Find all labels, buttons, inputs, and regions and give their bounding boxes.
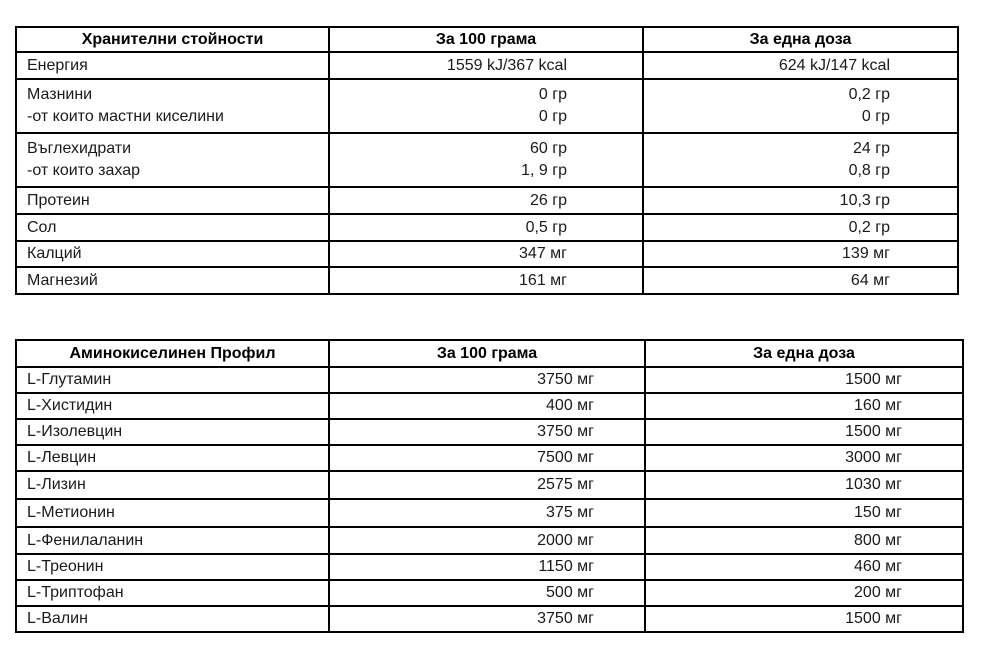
per-dose-value: 0,8 гр (848, 162, 890, 179)
per-dose-value: 0,2 гр (848, 86, 890, 103)
column-header: Хранителни стойности (16, 27, 329, 52)
nutrient-name-cell (16, 214, 329, 241)
per-100g-value: 60 гр (530, 140, 567, 157)
nutrient-name-cell (16, 471, 329, 499)
nutrient-name: Енергия (27, 56, 88, 74)
per-dose-value-cell (643, 79, 958, 133)
table-row (16, 580, 963, 606)
per-100g-value-cell (329, 393, 645, 419)
nutrient-name: -от които захар (27, 162, 141, 179)
per-100g-value-cell (329, 471, 645, 499)
per-100g-value: 2575 мг (537, 476, 594, 493)
per-100g-value-cell (329, 133, 643, 187)
per-dose-value: 1500 мг (845, 371, 902, 388)
per-dose-value-cell (645, 471, 963, 499)
column-header: За една доза (643, 27, 958, 52)
nutrient-name-cell (16, 52, 329, 79)
per-100g-value: 0 гр (538, 108, 567, 125)
per-dose-value: 150 мг (854, 504, 902, 521)
nutrient-name: L-Валин (27, 610, 88, 627)
per-dose-value: 1030 мг (845, 476, 902, 493)
per-dose-value-cell (645, 554, 963, 580)
per-100g-value: 1, 9 гр (521, 162, 567, 179)
per-100g-value: 500 мг (546, 584, 594, 601)
per-dose-value: 200 мг (854, 584, 902, 601)
table-row (16, 79, 958, 133)
nutrient-name: Магнезий (27, 271, 98, 289)
nutrient-name-cell (16, 187, 329, 214)
nutrient-name: L-Хистидин (27, 397, 113, 414)
per-dose-value: 0 гр (861, 108, 890, 125)
nutrient-name-cell (16, 606, 329, 632)
per-dose-value: 460 мг (854, 558, 902, 575)
table-row (16, 393, 963, 419)
nutrient-name: L-Триптофан (27, 584, 124, 601)
table-row (16, 52, 958, 79)
per-dose-value-cell (643, 187, 958, 214)
per-dose-value-cell (645, 580, 963, 606)
nutrient-name: L-Левцин (27, 449, 97, 466)
per-100g-value-cell (329, 527, 645, 554)
per-dose-value: 64 мг (850, 271, 890, 289)
per-dose-value-cell (645, 367, 963, 393)
nutrient-name-cell (16, 267, 329, 294)
per-dose-value-cell (645, 445, 963, 471)
table-row (16, 527, 963, 554)
nutrient-name-cell (16, 241, 329, 267)
per-dose-value-cell (643, 241, 958, 267)
table-header-row (16, 340, 963, 367)
per-100g-value-cell (329, 554, 645, 580)
per-100g-value: 161 мг (519, 271, 567, 289)
per-dose-value-cell (645, 606, 963, 632)
nutrient-name-cell (16, 445, 329, 471)
per-100g-value-cell (329, 367, 645, 393)
nutrient-name: Мазнини (27, 86, 93, 103)
nutrient-name-cell (16, 367, 329, 393)
per-dose-value: 624 kJ/147 kcal (778, 56, 890, 74)
per-dose-value: 24 гр (853, 140, 890, 157)
table-row (16, 499, 963, 527)
column-header: За 100 грама (329, 27, 643, 52)
table-row (16, 267, 958, 294)
column-header: Аминокиселинен Профил (16, 340, 329, 367)
table-row (16, 606, 963, 632)
per-100g-value-cell (329, 580, 645, 606)
per-100g-value-cell (329, 419, 645, 445)
per-100g-value-cell (329, 445, 645, 471)
per-100g-value: 400 мг (546, 397, 594, 414)
per-dose-value-cell (645, 393, 963, 419)
nutrient-name-cell (16, 554, 329, 580)
nutrient-name: L-Фенилаланин (27, 531, 144, 549)
amino-acid-table (15, 339, 964, 633)
per-dose-value: 139 мг (842, 245, 890, 262)
nutrient-name-cell (16, 133, 329, 187)
per-dose-value: 0,2 гр (848, 218, 890, 236)
nutrient-name: Въглехидрати (27, 140, 132, 157)
per-100g-value: 1559 kJ/367 kcal (446, 56, 567, 74)
per-100g-value-cell (329, 267, 643, 294)
column-header: За 100 грама (329, 340, 645, 367)
per-100g-value-cell (329, 241, 643, 267)
nutrient-name-cell (16, 79, 329, 133)
nutrient-name-cell (16, 419, 329, 445)
per-100g-value-cell (329, 79, 643, 133)
nutrient-name: L-Метионин (27, 504, 115, 521)
per-100g-value: 3750 мг (537, 423, 594, 440)
nutrient-name: L-Изолевцин (27, 423, 123, 440)
per-100g-value: 375 мг (546, 504, 594, 521)
per-100g-value-cell (329, 214, 643, 241)
nutrition-table (15, 26, 959, 295)
column-header: За една доза (645, 340, 963, 367)
table-row (16, 419, 963, 445)
nutrient-name: L-Лизин (27, 476, 86, 493)
nutrient-name: -от които мастни киселини (27, 108, 224, 125)
table-row (16, 187, 958, 214)
per-dose-value-cell (645, 419, 963, 445)
table-row (16, 367, 963, 393)
table-row (16, 554, 963, 580)
per-dose-value: 1500 мг (845, 423, 902, 440)
per-100g-value: 1150 мг (538, 558, 594, 575)
per-100g-value: 0 гр (538, 86, 567, 103)
per-dose-value-cell (643, 267, 958, 294)
per-100g-value: 3750 мг (537, 371, 594, 388)
per-100g-value-cell (329, 606, 645, 632)
nutrient-name: L-Глутамин (27, 371, 112, 388)
per-100g-value: 347 мг (519, 245, 567, 262)
nutrient-name-cell (16, 393, 329, 419)
nutrient-name-cell (16, 527, 329, 554)
per-100g-value-cell (329, 499, 645, 527)
table-row (16, 445, 963, 471)
per-dose-value-cell (643, 52, 958, 79)
nutrient-name: Сол (27, 218, 57, 236)
table-row (16, 471, 963, 499)
per-dose-value-cell (643, 214, 958, 241)
per-dose-value: 3000 мг (845, 449, 902, 466)
table-header-row (16, 27, 958, 52)
nutrient-name: Протеин (27, 191, 90, 209)
nutrient-name-cell (16, 580, 329, 606)
nutrient-name: L-Треонин (27, 558, 104, 575)
per-dose-value-cell (643, 133, 958, 187)
per-dose-value: 160 мг (854, 397, 902, 414)
nutrient-name-cell (16, 499, 329, 527)
per-100g-value: 3750 мг (537, 610, 594, 627)
table-row (16, 133, 958, 187)
nutrient-name: Калций (27, 245, 82, 262)
per-100g-value: 0,5 гр (525, 218, 567, 236)
per-dose-value-cell (645, 499, 963, 527)
per-100g-value: 2000 мг (537, 531, 594, 549)
table-row (16, 241, 958, 267)
per-100g-value-cell (329, 187, 643, 214)
per-dose-value: 800 мг (854, 531, 902, 549)
per-dose-value: 1500 мг (845, 610, 902, 627)
table-row (16, 214, 958, 241)
per-100g-value: 26 гр (530, 191, 567, 209)
per-100g-value-cell (329, 52, 643, 79)
per-dose-value: 10,3 гр (839, 191, 890, 209)
per-dose-value-cell (645, 527, 963, 554)
per-100g-value: 7500 мг (537, 449, 594, 466)
